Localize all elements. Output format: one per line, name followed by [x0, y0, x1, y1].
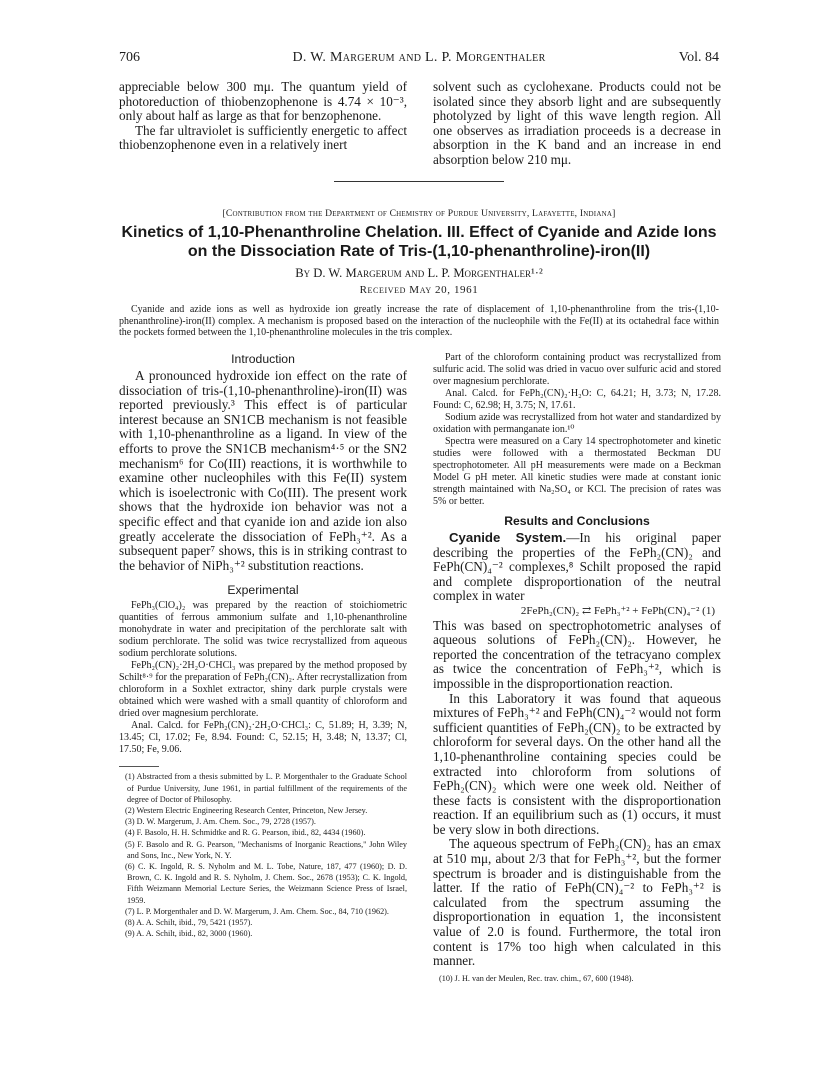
page-number: 706	[119, 50, 140, 65]
received-date: Received May 20, 1961	[359, 284, 479, 296]
section-heading-introduction: Introduction	[231, 352, 295, 366]
results-paragraph	[433, 531, 721, 604]
continuation-paragraph: appreciable below 300 mμ. The quantum yield of photoreduction of thiobenzophenone is 4.74 × 10⁻³, only about half as large as that for benzophenone.	[119, 79, 407, 124]
byline: By D. W. Margerum and L. P. Morgenthaler¹·²	[295, 266, 543, 280]
top-continuation-right	[433, 80, 721, 168]
top-continuation-left	[119, 80, 407, 153]
analysis-paragraph: Anal. Calcd. for FePh₂(CN)₂·H₂O: C, 64.21; H, 3.73; N, 17.28. Found: C, 62.98; H, 3.75; N, 17.61.	[433, 388, 721, 411]
intro-paragraph: A pronounced hydroxide ion effect on the rate of dissociation of tris-(1,10-phenanthroline)-iron(II) was reported previously.³ This effect is of particular interest because an SN1CB mechanism is not feasible with 1,10-phenanthroline as a ligand. In view of the efforts to prove the SN1CB mechanism⁴·⁵ or the SN2 mechanism⁶ for Co(III) reactions, it is worthwhile to examine other nucleophiles with this Fe(II) system which is isoelectronic with Co(III). The present work shows that the hydroxide ion behavior was not a specific effect and that cyanide ion and azide ion also greatly accelerate the dissociation of FePh₃⁺². As a subsequent paper⁷ shows, this is in striking contrast to the behavior of NiPh₃⁺² substitution reactions.	[119, 368, 407, 573]
footnote: (6) C. K. Ingold, R. S. Nyholm and M. L. Tobe, Nature, 187, 477 (1960); D. D. Brown, C. K. Ingold and R. S. Nyholm, J. Chem. Soc., 2678 (1953); C. K. Ingold, Fifth Weizmann Memorial Lecture Series, the Weizmann Science Press of Israel, 1959.	[125, 861, 407, 905]
left-column	[119, 352, 407, 939]
results-paragraph: This was based on spectrophotometric analyses of aqueous solutions of FePh₂(CN)₂. However, he reported the concentration of the tetracyano complex as twice the concentration of FePh₃⁺², which is impossible in the disproportionation reaction.	[433, 617, 721, 691]
footnote: (9) A. A. Schilt, ibid., 82, 3000 (1960).	[125, 929, 253, 939]
experimental-paragraph: Sodium azide was recrystallized from hot water and standardized by oxidation with permanganate ion.¹⁰	[433, 412, 721, 435]
footnote: (5) F. Basolo and R. G. Pearson, "Mechanisms of Inorganic Reactions," John Wiley and Sons, Inc., New York, N. Y.	[125, 839, 407, 860]
experimental-paragraph: FePh₂(CN)₂·2H₂O·CHCl₃ was prepared by the method proposed by Schilt⁸·⁹ for the preparation of FePh₂(CN)₂. After recrystallization from chloroform in a Soxhlet extractor, shiny dark purple crystals were obtained which were washed with a small quantity of chloroform and dried over magnesium perchlorate.	[119, 660, 407, 720]
running-head	[119, 50, 719, 70]
running-title: D. W. Margerum and L. P. Morgenthaler	[292, 50, 546, 65]
continuation-paragraph: solvent such as cyclohexane. Products could not be isolated since they absorb light and are subsequently photolyzed by light of this wave length region. All one observes as irradiation proceeds is a decrease in absorption in the K band and an increase in end absorption below 210 mμ.	[433, 79, 721, 167]
abstract: Cyanide and azide ions as well as hydroxide ion greatly increase the rate of displacement of 1,10-phenanthroline from the tris-(1,10-phenanthroline)-iron(II) complex. A mechanism is proposed based on the interaction of the nucleophile with the Fe(II) at its octahedral face within the pockets formed between the 1,10-phenanthroline molecules in the tris complex.	[119, 304, 719, 338]
footnote: (10) J. H. van der Meulen, Rec. trav. chim., 67, 600 (1948).	[439, 973, 634, 983]
continuation-paragraph: The far ultraviolet is sufficiently energetic to affect thiobenzophenone even in a relatively inert	[119, 122, 407, 153]
section-divider	[334, 181, 504, 182]
footnote: (3) D. W. Margerum, J. Am. Chem. Soc., 79, 2728 (1957).	[125, 817, 316, 827]
run-in-heading: Cyanide System.	[449, 530, 567, 545]
experimental-paragraph: FePh₃(ClO₄)₂ was prepared by the reaction of stoichiometric quantities of ferrous ammonium sulfate and 1,10-phenanthroline monohydrate in water and precipitation of the perchlorate salt with sodium perchlorate. The solid was twice recrystallized from aqueous sodium perchlorate solutions.	[119, 600, 407, 660]
footnote: (1) Abstracted from a thesis submitted by L. P. Morgenthaler to the Graduate School of Purdue University, June 1961, in partial fulfillment of the requirements of the degree of Doctor of Philosophy.	[125, 772, 407, 804]
footnotes	[119, 766, 407, 939]
analysis-paragraph: Anal. Calcd. for FePh₂(CN)₂·2H₂O·CHCl₃: C, 51.89; H, 3.39; N, 13.45; Cl, 17.02; Fe, 8.94. Found: C, 52.15; H, 3.48; N, 13.37; Cl, 17.50; Fe, 9.06.	[119, 720, 407, 756]
footnote: (8) A. A. Schilt, ibid., 79, 5421 (1957).	[125, 917, 253, 927]
right-column	[433, 352, 721, 984]
results-text: —In his original paper describing the properties of the FePh₂(CN)₂ and FePh(CN)₄⁻² complexes,⁸ Schilt proposed the rapid and complete disproportionation of the neutral complex in water	[433, 530, 721, 604]
footnote: (7) L. P. Morgenthaler and D. W. Margerum, J. Am. Chem. Soc., 84, 710 (1962).	[125, 906, 389, 916]
volume-label: Vol. 84	[678, 50, 719, 65]
contribution-line: [Contribution from the Department of Chemistry of Purdue University, Lafayette, Indiana]	[222, 208, 616, 219]
article-title: Kinetics of 1,10-Phenanthroline Chelation. III. Effect of Cyanide and Azide Ions on the Dissociation Rate of Tris-(1,10-phenanthroline)-iron(II)	[121, 224, 717, 260]
results-paragraph: The aqueous spectrum of FePh₂(CN)₂ has an εmax at 510 mμ, about 2/3 that for FePh₃⁺², but the former spectrum is broader and is distinguishable from the latter. If the ratio of FePh(CN)₄⁻² to FePh₃⁺² is calculated from the spectrum assuming the disproportionation in equation 1, the inconsistent value of 2.0 is found. Furthermore, the total iron content is 17% too high when calculated in this manner.	[433, 836, 721, 969]
footnote: (4) F. Basolo, H. H. Schmidtke and R. G. Pearson, ibid., 82, 4434 (1960).	[125, 828, 366, 838]
footnote: (2) Western Electric Engineering Research Center, Princeton, New Jersey.	[125, 805, 368, 815]
section-heading-results: Results and Conclusions	[504, 514, 650, 528]
section-heading-experimental: Experimental	[227, 583, 299, 598]
experimental-paragraph: Part of the chloroform containing product was recrystallized from sulfuric acid. The solid was dried in vacuo over sulfuric acid and stored over magnesium perchlorate.	[433, 352, 721, 387]
equation-1: 2FePh₂(CN)₂ ⇄ FePh₃⁺² + FePh(CN)₄⁻² (1)	[520, 604, 715, 617]
results-paragraph: In this Laboratory it was found that aqueous mixtures of FePh₃⁺² and FePh(CN)₄⁻² would not form sufficient quantities of FePh₂(CN)₂ to be extracted by chloroform for several days. On the other hand all the 1,10-phenanthroline containing species could be extracted into chloroform from solutions of FePh₂(CN)₂ which were one week old. Neither of these facts is consistent with the disproportionation reaction. If an equilibrium such as (1) occurs, it must be very slow in both directions.	[433, 690, 721, 837]
experimental-paragraph: Spectra were measured on a Cary 14 spectrophotometer and kinetic studies were followed with a thermostated Beckman DU spectrophotometer. All pH measurements were made on a Beckman Model G pH meter. All kinetic studies were made at constant ionic strength maintained with Na₂SO₄ or KCl. The precision of rates was 5% or better.	[433, 436, 721, 507]
footnote-rule	[119, 766, 159, 767]
